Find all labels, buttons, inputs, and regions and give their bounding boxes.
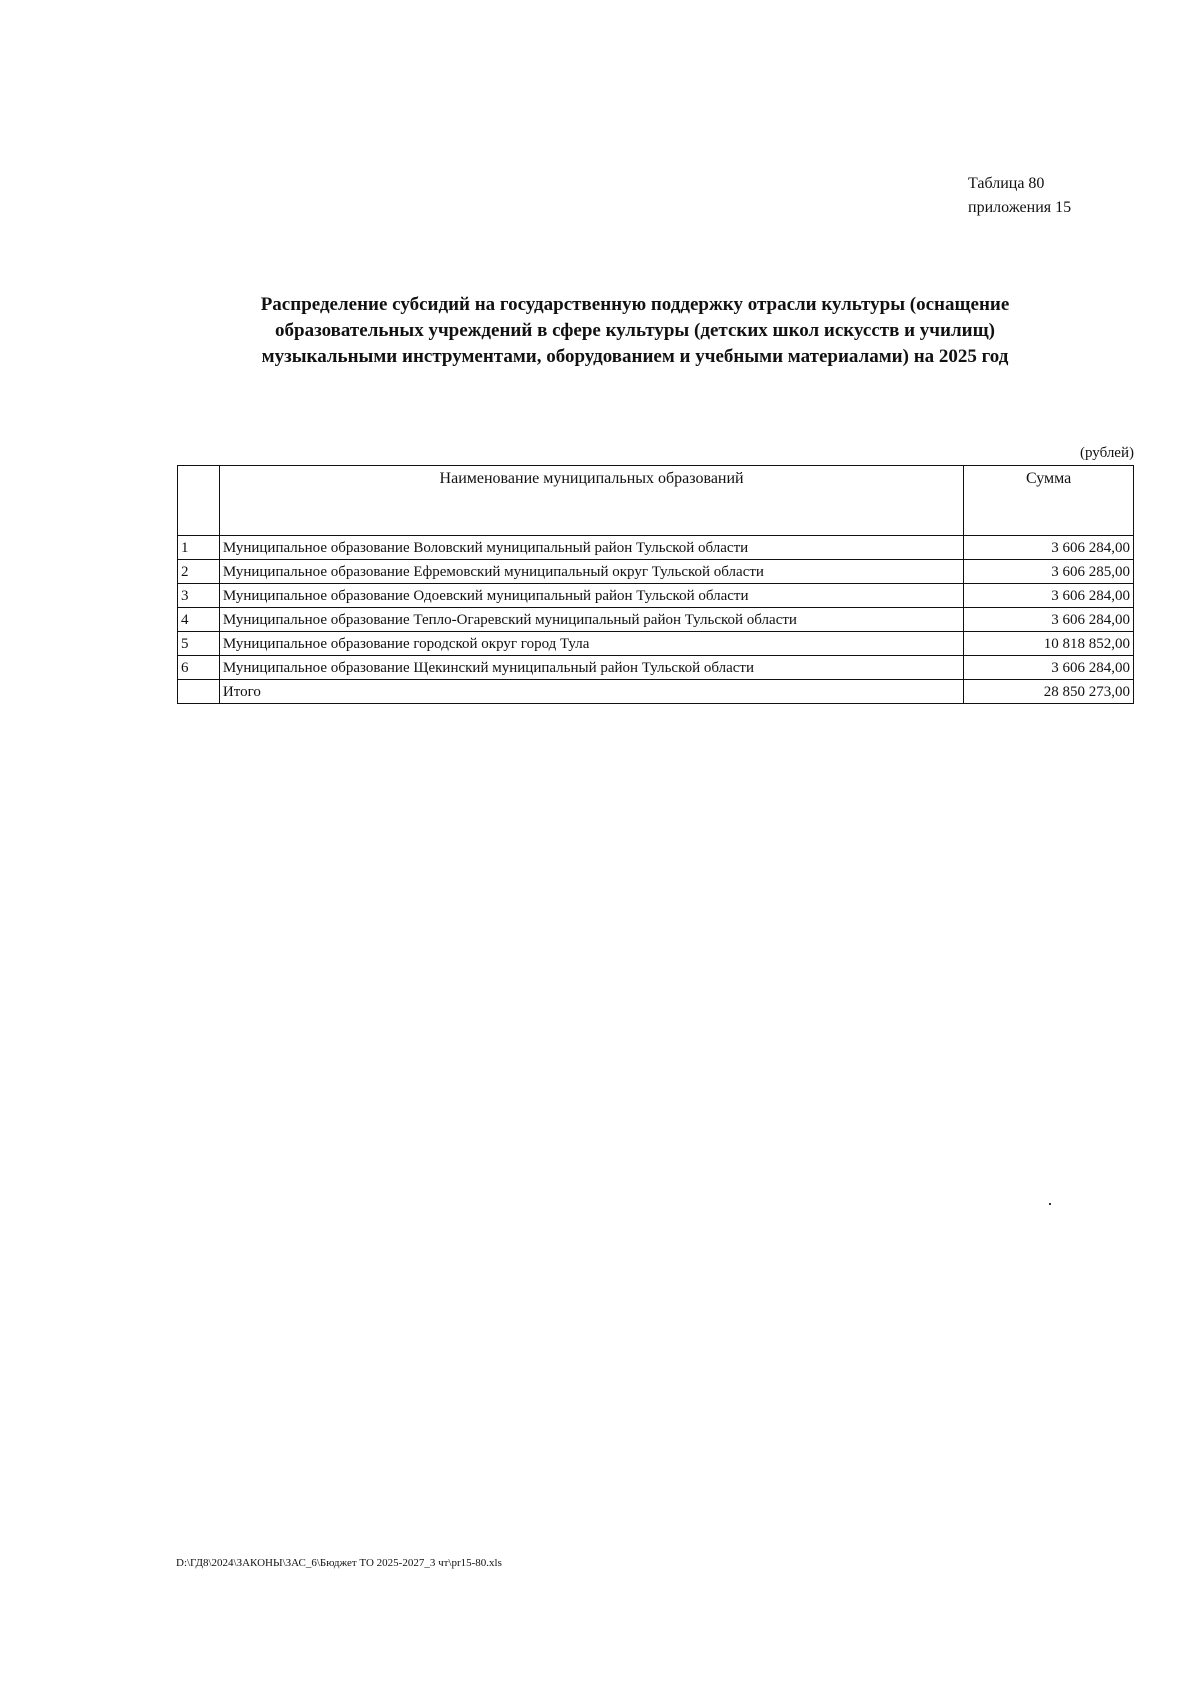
total-num: [178, 680, 220, 704]
header-name: Наименование муниципальных образований: [219, 466, 963, 536]
title-line-3: музыкальными инструментами, оборудованием и учебными материалами) на 2025 год: [261, 346, 1009, 367]
table-total-row: [178, 680, 1134, 704]
row-sum: 10 818 852,00: [964, 632, 1134, 656]
row-sum: 3 606 285,00: [964, 560, 1134, 584]
table-row: [178, 584, 1134, 608]
row-num: 4: [178, 608, 220, 632]
row-name: Муниципальное образование Щекинский муниципальный район Тульской области: [219, 656, 963, 680]
row-sum: 3 606 284,00: [964, 656, 1134, 680]
table-row: [178, 632, 1134, 656]
row-num: 2: [178, 560, 220, 584]
row-name: Муниципальное образование Ефремовский муниципальный округ Тульской области: [219, 560, 963, 584]
row-name: Муниципальное образование Тепло-Огаревский муниципальный район Тульской области: [219, 608, 963, 632]
document-title: [195, 292, 1075, 370]
row-sum: 3 606 284,00: [964, 536, 1134, 560]
total-sum: 28 850 273,00: [964, 680, 1134, 704]
units-label: (рублей): [1079, 445, 1134, 461]
row-num: 5: [178, 632, 220, 656]
table-row: [178, 536, 1134, 560]
header-num: [178, 466, 220, 536]
scan-speck: [1049, 1203, 1051, 1205]
row-name: Муниципальное образование городской округ город Тула: [219, 632, 963, 656]
file-path-footer: D:\ГД8\2024\ЗАКОНЫ\ЗАС_6\Бюджет ТО 2025-2027_3 чт\pr15-80.xls: [176, 1557, 502, 1569]
row-sum: 3 606 284,00: [964, 584, 1134, 608]
title-line-2: образовательных учреждений в сфере культуры (детских школ искусств и училищ): [275, 320, 995, 341]
row-num: 6: [178, 656, 220, 680]
row-sum: 3 606 284,00: [964, 608, 1134, 632]
table-row: [178, 608, 1134, 632]
row-name: Муниципальное образование Воловский муниципальный район Тульской области: [219, 536, 963, 560]
table-row: [178, 560, 1134, 584]
table-reference: [968, 172, 1071, 220]
table-number: Таблица 80: [968, 175, 1045, 192]
row-num: 3: [178, 584, 220, 608]
subsidy-distribution-table: [177, 465, 1134, 704]
table-row: [178, 656, 1134, 680]
total-label: Итого: [219, 680, 963, 704]
header-sum: Сумма: [964, 466, 1134, 536]
title-line-1: Распределение субсидий на государственную поддержку отрасли культуры (оснащение: [260, 294, 1010, 315]
table-header-row: [178, 466, 1134, 536]
row-name: Муниципальное образование Одоевский муниципальный район Тульской области: [219, 584, 963, 608]
appendix-number: приложения 15: [968, 199, 1072, 216]
row-num: 1: [178, 536, 220, 560]
